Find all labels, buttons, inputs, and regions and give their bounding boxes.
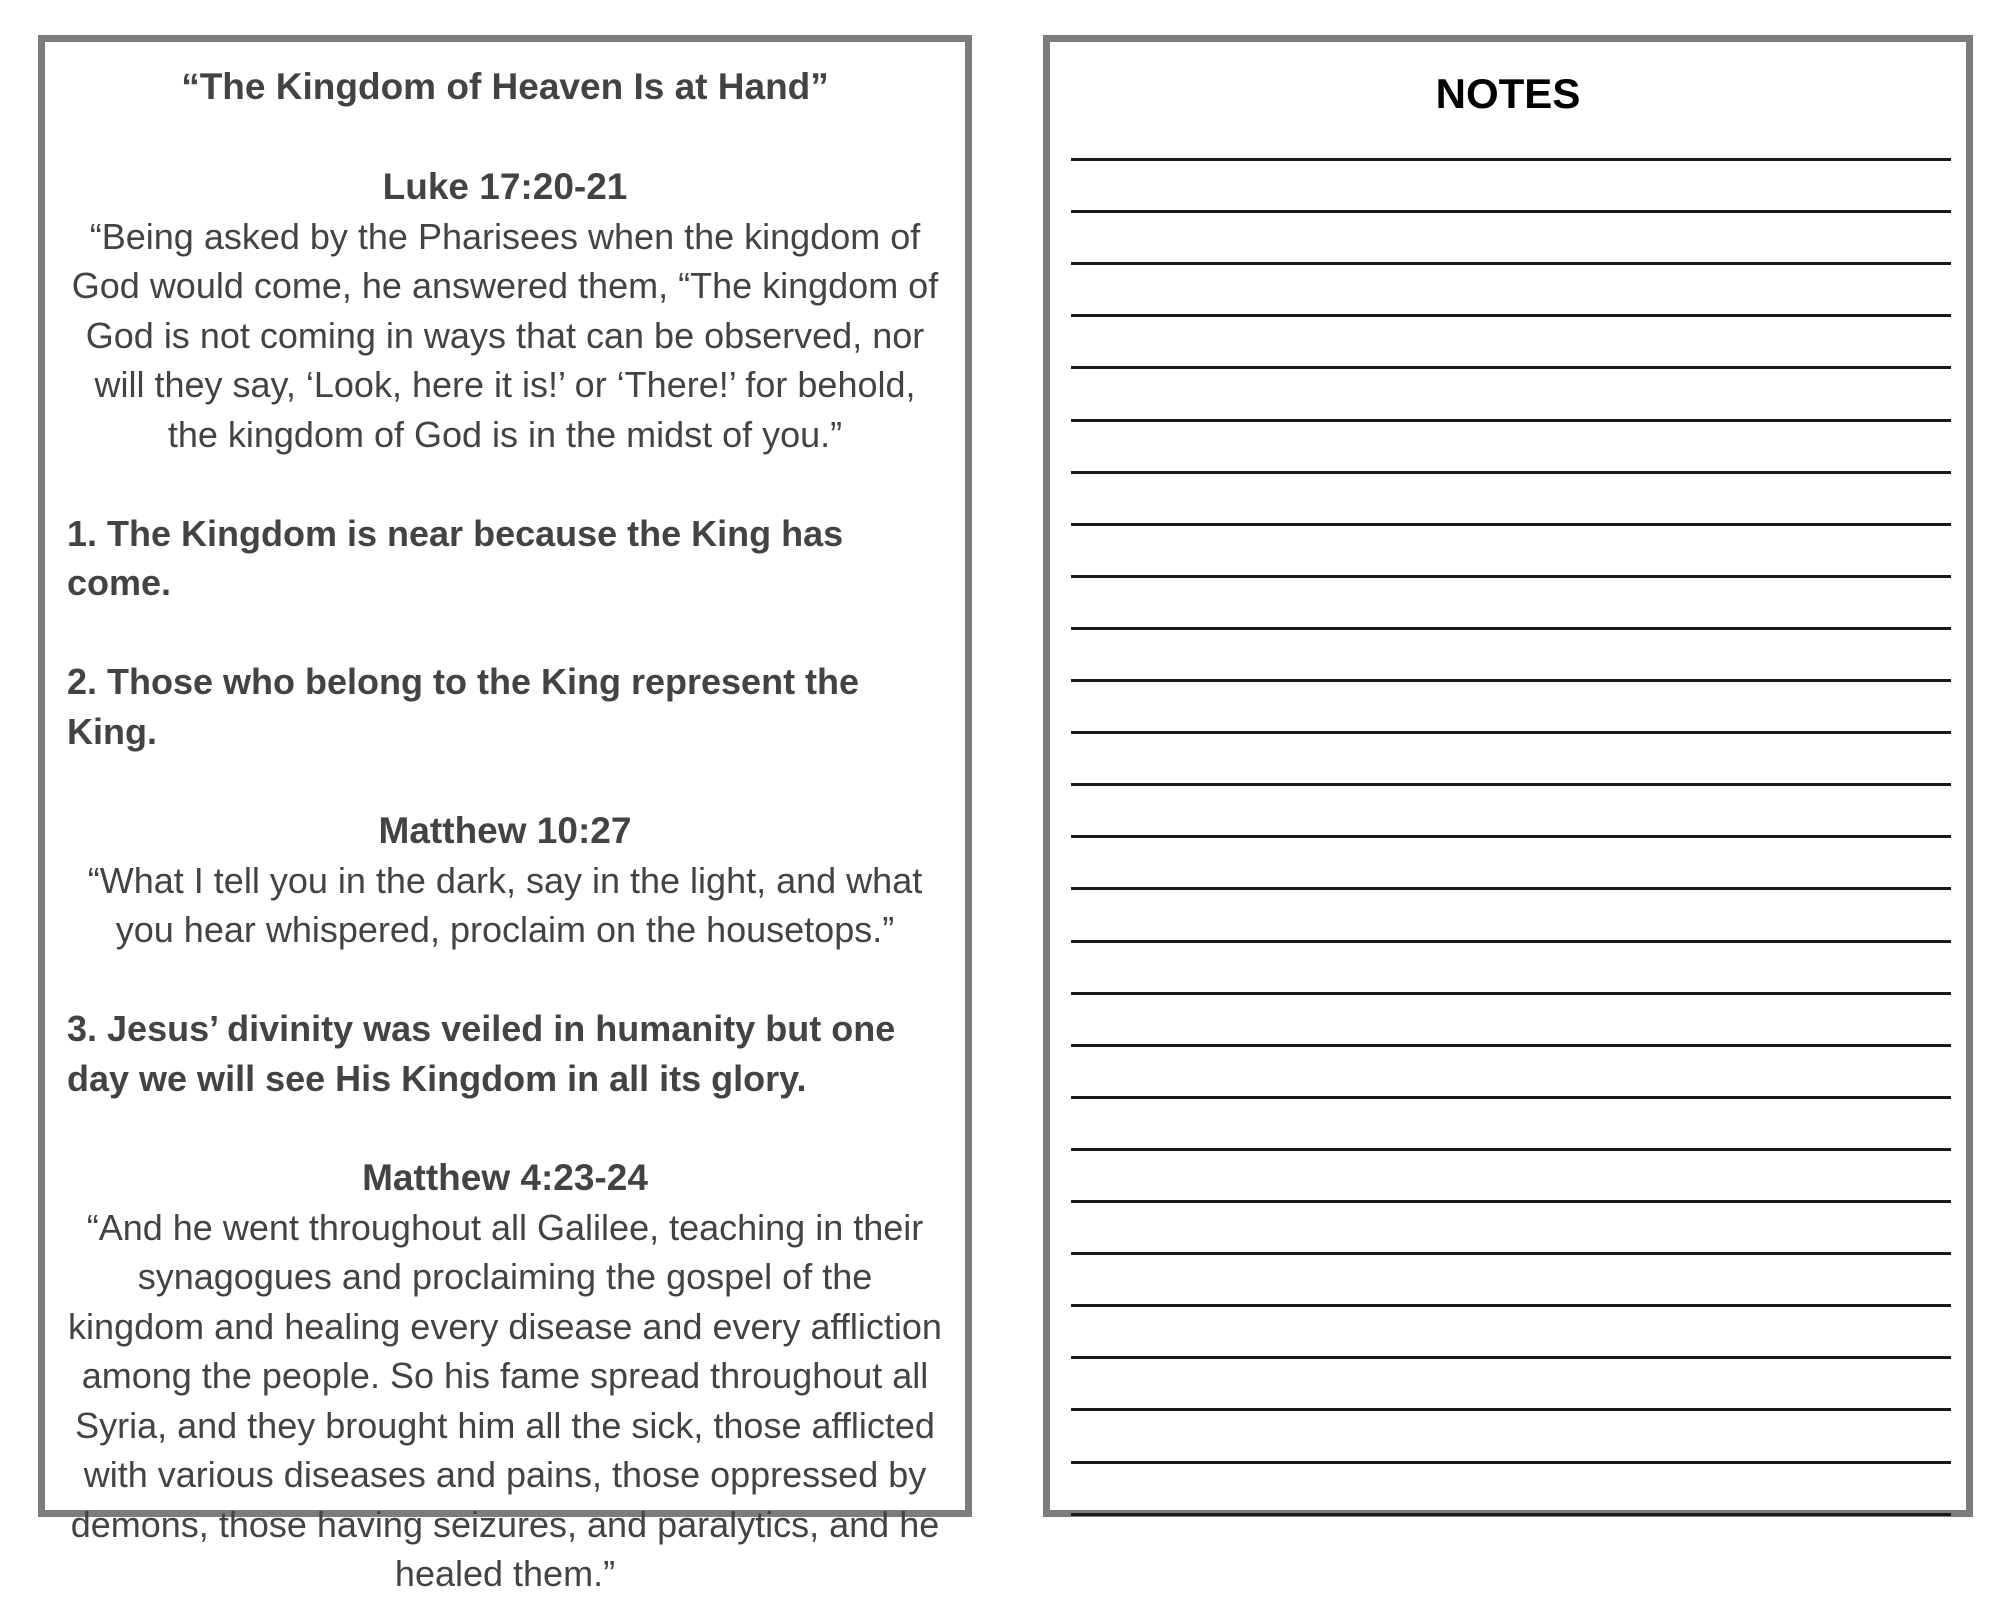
note-line (1071, 1148, 1951, 1151)
note-line (1071, 471, 1951, 474)
scripture-reference-matthew-4: Matthew 4:23-24 (362, 1156, 648, 1198)
note-line (1071, 314, 1951, 317)
scripture-text-matthew-4: “And he went throughout all Galilee, teaching in their synagogues and proclaiming the gospel of the kingdom and healing every disease and every affliction among the people. So his fame spread throughout all Syria, and they brought him all the sick, those afflicted with various diseases and pains, those oppressed by demons, those having seizures, and paralytics, and he healed them.” (68, 1206, 942, 1594)
note-line (1071, 366, 1951, 369)
note-line (1071, 679, 1951, 682)
notes-panel (1043, 35, 1973, 1517)
note-line (1071, 575, 1951, 578)
sermon-point-2: 2. Those who belong to the King represent the King. (67, 661, 860, 752)
sermon-point-3: 3. Jesus’ divinity was veiled in humanity but one day we will see His Kingdom in all its glory. (67, 1008, 896, 1099)
note-line (1071, 887, 1951, 890)
sermon-outline-panel (38, 35, 972, 1594)
spacer (67, 112, 943, 162)
note-line (1071, 1304, 1951, 1307)
spacer (67, 955, 943, 1005)
notes-title: NOTES (1435, 70, 1581, 117)
spacer (67, 756, 943, 806)
note-line (1071, 1096, 1951, 1099)
note-line (1071, 1252, 1951, 1255)
note-line (1071, 419, 1951, 422)
note-line (1071, 940, 1951, 943)
note-line (1071, 210, 1951, 213)
scripture-text-luke: “Being asked by the Pharisees when the kingdom of God would come, he answered them, “The kingdom of God is not coming in ways that can be observed, nor will they say, ‘Look, here it is!’ or ‘There!’ for behold, the kingdom of God is in the midst of you.” (71, 215, 939, 455)
note-line (1071, 1408, 1951, 1411)
note-line (1071, 835, 1951, 838)
scripture-reference-luke: Luke 17:20-21 (382, 165, 628, 207)
note-line (1071, 992, 1951, 995)
note-line (1071, 1356, 1951, 1359)
scripture-text-matthew-10: “What I tell you in the dark, say in the light, and what you hear whispered, proclaim on the housetops.” (87, 859, 923, 950)
sermon-point-1: 1. The Kingdom is near because the King has come. (67, 512, 844, 603)
note-line (1071, 523, 1951, 526)
scripture-reference-matthew-10: Matthew 10:27 (378, 809, 632, 851)
note-line (1071, 1513, 1951, 1516)
note-line (1071, 1461, 1951, 1464)
note-line (1071, 1044, 1951, 1047)
sermon-title: “The Kingdom of Heaven Is at Hand” (181, 66, 829, 107)
note-line (1071, 1200, 1951, 1203)
spacer (67, 1103, 943, 1153)
note-line (1071, 262, 1951, 265)
note-line (1071, 783, 1951, 786)
note-line (1071, 627, 1951, 630)
spacer (67, 459, 943, 509)
note-line (1071, 158, 1951, 161)
spacer (67, 608, 943, 658)
note-line (1071, 731, 1951, 734)
